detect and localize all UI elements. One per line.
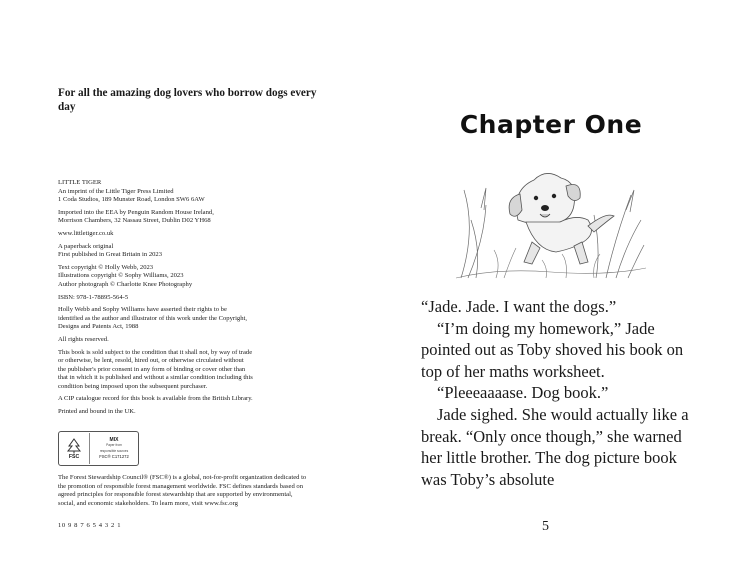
imprint-importer: Imported into the EEA by Penguin Random House Ireland, Morrison Chambers, 32 Nassau Street, Dublin D02 YH68 xyxy=(58,208,214,225)
right-page xyxy=(366,0,731,561)
story-paragraph: “Pleeeaaaase. Dog book.” xyxy=(437,383,609,403)
imprint-publisher: LITTLE TIGER An imprint of the Little Tiger Press Limited 1 Coda Studios, 189 Munster Road, London SW6 6AW xyxy=(58,179,205,204)
left-page xyxy=(0,0,365,561)
imprint-sale-condition: This book is sold subject to the condition that it shall not, by way of trade or otherwise, be lent, resold, hired out, or otherwise circulated without the publisher's prior consent in any form of binding or cover other than that in which it is published and without a similar condition including this condition being imposed upon the subsequent purchaser. xyxy=(58,348,253,390)
story-paragraph: “Jade. Jade. I want the dogs.” xyxy=(421,297,617,316)
imprint-block xyxy=(58,179,298,421)
fsc-mix: MIX xyxy=(109,436,119,443)
story-text xyxy=(421,296,691,490)
fsc-code: FSC® C171272 xyxy=(99,454,129,459)
story-paragraph: “I’m doing my homework,” Jade pointed out as Toby shoved his book on top of her maths worksheet. xyxy=(421,318,684,381)
imprint-printed: Printed and bound in the UK. xyxy=(58,408,136,416)
puppy-in-grass-illustration xyxy=(456,150,646,280)
fsc-brand: FSC xyxy=(68,453,80,460)
chapter-title: Chapter One xyxy=(459,110,643,139)
imprint-cip: A CIP catalogue record for this book is available from the British Library. xyxy=(58,395,253,403)
dedication: For all the amazing dog lovers who borrow dogs every day xyxy=(58,87,317,113)
fsc-note: The Forest Stewardship Council® (FSC®) is a global, not-for-profit organization dedicated to the promotion of responsible forest management worldwide. FSC defines standards based on agreed principles for responsible forest stewardship that are supported by environmental, social, and economic stakeholders. To learn more, visit www.fsc.org xyxy=(58,474,307,507)
fsc-small-line-1: Paper from xyxy=(106,443,122,447)
fsc-small-line-2: responsible sources xyxy=(99,448,129,453)
print-line: 10 9 8 7 6 5 4 3 2 1 xyxy=(58,522,122,529)
imprint-isbn: ISBN: 978-1-78895-564-5 xyxy=(58,293,129,301)
fsc-logo xyxy=(58,431,139,466)
imprint-moral-rights: Holly Webb and Sophy Williams have asserted their rights to be identified as the author and illustrator of this work under the Copyright, Designs and Patents Act, 1988 xyxy=(58,306,247,331)
imprint-first-published: A paperback original First published in Great Britain in 2023 xyxy=(58,242,163,259)
story-paragraph: Jade sighed. She would actually like a break. “Only once though,” she warned her little brother. The dog picture book was Toby’s absolute xyxy=(421,404,689,489)
imprint-all-rights: All rights reserved. xyxy=(58,335,109,343)
fsc-text xyxy=(90,438,138,460)
imprint-website: www.littletiger.co.uk xyxy=(58,229,114,237)
page-number: 5 xyxy=(542,519,549,534)
imprint-copyright: Text copyright © Holly Webb, 2023 Illustrations copyright © Sophy Williams, 2023 Author photograph © Charlotte Knee Photography xyxy=(58,263,193,288)
fsc-tree-icon xyxy=(59,433,90,464)
